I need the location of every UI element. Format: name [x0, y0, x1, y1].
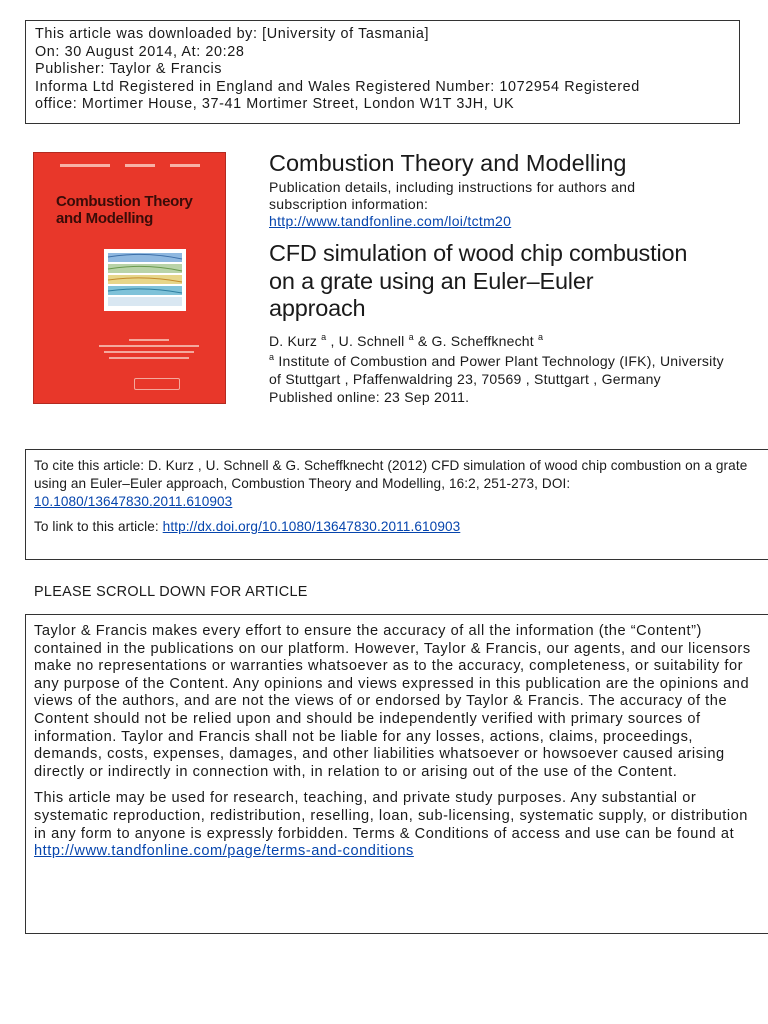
article-doi-url-link[interactable]: http://dx.doi.org/10.1080/13647830.2011.610903 [162, 519, 461, 534]
cover-header-text [60, 164, 200, 169]
download-notice-line: Publisher: Taylor & Francis [35, 61, 223, 77]
journal-title: Combustion Theory and Modelling [269, 150, 627, 176]
author-list [269, 328, 543, 350]
article-link-label: To link to this article: [34, 519, 163, 534]
download-notice-line: Informa Ltd Registered in England and Wales Registered Number: 1072954 Registered [35, 78, 640, 95]
cover-journal-title: Combustion Theory and Modelling [56, 193, 193, 227]
disclaimer-paragraph: Taylor & Francis makes every effort to ensure the accuracy of all the information (the “Content”) contained in the publications on our platform. However, Taylor & Francis, our agents, and our licensors make no representations or warranties whatsoever as to the accuracy, completeness, or suitability for any purpose of the Content. Any opinions and views expressed in this publication are the opinions and views of the authors, and are not the views of or endorsed by Taylor & Francis. The accuracy of the Content should not be relied upon and should be independently verified with primary sources of information. Taylor and Francis shall not be liable for any losses, actions, claims, proceedings, demands, costs, expenses, damages, and other liabilities whatsoever or howsoever caused arising directly or indirectly in connection with, in relation to or arising out of the use of the Content. [34, 623, 751, 780]
citation-body: To cite this article: D. Kurz , U. Schnell & G. Scheffknecht (2012) CFD simulation of wood chip combustion on a grate using an Euler–Euler approach, Combustion Theory and Modelling, 16:2, 251-273, DOI: [34, 458, 748, 491]
download-notice-line: On: 30 August 2014, At: 20:28 [35, 43, 245, 60]
affiliation-block [269, 348, 739, 406]
article-title: CFD simulation of wood chip combustion on a grate using an Euler–Euler approach [269, 240, 688, 321]
journal-cover-image [33, 152, 226, 404]
terms-and-conditions-link[interactable]: http://www.tandfonline.com/page/terms-and-conditions [34, 843, 414, 860]
author-name[interactable]: U. Schnell [338, 333, 405, 349]
author-affiliation-marker: a [537, 332, 544, 342]
journal-url-link[interactable]: http://www.tandfonline.com/loi/tctm20 [269, 213, 512, 229]
author-separator: , [326, 333, 339, 349]
cover-caption-text [94, 339, 204, 363]
terms-text: This article may be used for research, teaching, and private study purposes. Any substantial or systematic reproduction, redistribution, reselling, loan, sub-licensing, systematic supply, or distribution in any form to anyone is expressly forbidden. Terms & Conditions of access and use can be found at [34, 790, 748, 842]
affiliation-marker: a [269, 352, 275, 362]
download-notice-line: office: Mortimer House, 37-41 Mortimer Street, London W1T 3JH, UK [35, 96, 515, 112]
publication-details-text: Publication details, including instructions for authors and subscription information: [269, 179, 636, 212]
download-notice-line: This article was downloaded by: [University of Tasmania] [35, 26, 430, 42]
terms-paragraph [34, 790, 762, 860]
affiliation-text: Institute of Combustion and Power Plant Technology (IFK), University of Stuttgart , Pfaffenwaldring 23, 70569 , Stuttgart , Germany [269, 353, 724, 387]
citation-text [34, 457, 762, 511]
publication-details [269, 179, 689, 230]
scroll-down-notice: PLEASE SCROLL DOWN FOR ARTICLE [34, 584, 308, 600]
citation-box [25, 449, 768, 560]
doi-link[interactable]: 10.1080/13647830.2011.610903 [34, 494, 233, 509]
published-online-date: Published online: 23 Sep 2011. [269, 389, 470, 405]
download-notice-box [25, 20, 740, 124]
author-name[interactable]: G. Scheffknecht [431, 333, 534, 349]
disclaimer-box [25, 614, 768, 934]
author-affiliation-marker: a [321, 332, 327, 342]
publisher-logo [134, 378, 180, 390]
author-affiliation-marker: a [408, 332, 414, 342]
cover-figure-image [104, 249, 186, 311]
author-name[interactable]: D. Kurz [269, 333, 318, 349]
author-separator: & [413, 333, 432, 349]
article-link-row [34, 518, 762, 536]
